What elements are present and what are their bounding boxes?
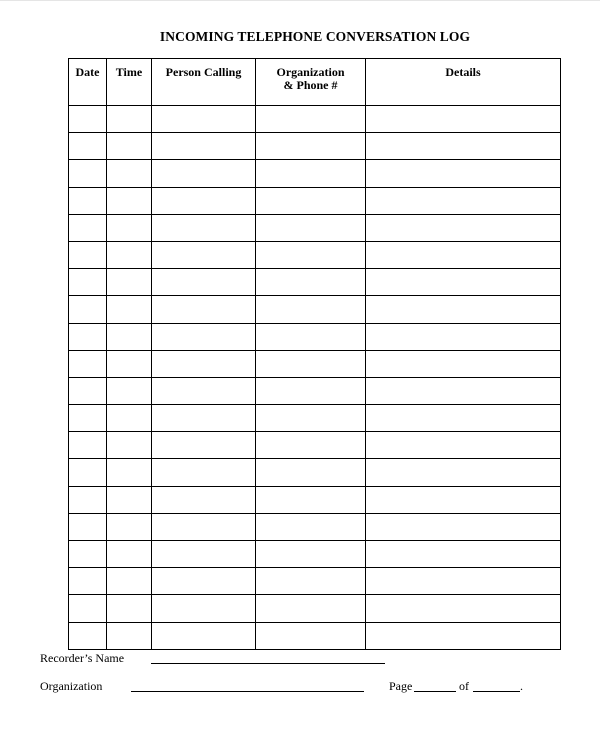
table-cell[interactable]	[366, 296, 561, 323]
table-cell[interactable]	[366, 187, 561, 214]
table-row	[69, 377, 561, 404]
table-cell[interactable]	[152, 106, 256, 133]
table-row	[69, 296, 561, 323]
table-cell[interactable]	[107, 323, 152, 350]
table-cell[interactable]	[366, 133, 561, 160]
table-cell[interactable]	[366, 486, 561, 513]
table-cell[interactable]	[152, 432, 256, 459]
table-row	[69, 269, 561, 296]
table-cell[interactable]	[366, 241, 561, 268]
table-cell[interactable]	[256, 432, 366, 459]
page-label: Page	[389, 679, 413, 693]
table-row	[69, 459, 561, 486]
table-cell[interactable]	[366, 568, 561, 595]
table-cell[interactable]	[107, 269, 152, 296]
table-cell[interactable]	[69, 214, 107, 241]
table-cell[interactable]	[256, 350, 366, 377]
table-cell[interactable]	[107, 133, 152, 160]
table-row	[69, 622, 561, 649]
table-cell[interactable]	[107, 296, 152, 323]
conversation-log-table	[68, 58, 561, 650]
table-cell[interactable]	[366, 160, 561, 187]
table-cell[interactable]	[69, 513, 107, 540]
table-cell[interactable]	[256, 241, 366, 268]
table-row	[69, 541, 561, 568]
column-header-time: Time	[107, 59, 152, 106]
table-cell[interactable]	[256, 269, 366, 296]
table-cell[interactable]	[69, 323, 107, 350]
table-cell[interactable]	[107, 106, 152, 133]
table-cell[interactable]	[256, 160, 366, 187]
table-cell[interactable]	[152, 405, 256, 432]
table-cell[interactable]	[69, 241, 107, 268]
table-cell[interactable]	[107, 214, 152, 241]
table-cell[interactable]	[107, 622, 152, 649]
page-number-line[interactable]	[414, 691, 456, 692]
table-cell[interactable]	[69, 459, 107, 486]
table-cell[interactable]	[69, 541, 107, 568]
header-row	[69, 59, 561, 106]
table-cell[interactable]	[69, 486, 107, 513]
recorder-name-line[interactable]	[151, 663, 385, 664]
table-cell[interactable]	[366, 214, 561, 241]
table-cell[interactable]	[69, 187, 107, 214]
table-cell[interactable]	[256, 377, 366, 404]
table-cell[interactable]	[69, 595, 107, 622]
table-cell[interactable]	[366, 541, 561, 568]
table-cell[interactable]	[366, 595, 561, 622]
table-cell[interactable]	[107, 432, 152, 459]
table-cell[interactable]	[256, 214, 366, 241]
table-row	[69, 214, 561, 241]
table-row	[69, 160, 561, 187]
table-cell[interactable]	[107, 595, 152, 622]
table-cell[interactable]	[69, 568, 107, 595]
table-row	[69, 405, 561, 432]
table-cell[interactable]	[366, 622, 561, 649]
table-cell[interactable]	[256, 459, 366, 486]
table-cell[interactable]	[152, 459, 256, 486]
of-label: of	[459, 679, 469, 693]
table-row	[69, 187, 561, 214]
table-cell[interactable]	[366, 269, 561, 296]
table-cell[interactable]	[69, 296, 107, 323]
table-cell[interactable]	[366, 459, 561, 486]
organization-label: Organization	[40, 679, 103, 693]
organization-line[interactable]	[131, 691, 364, 692]
table-cell[interactable]	[256, 133, 366, 160]
table-cell[interactable]	[152, 214, 256, 241]
table-row	[69, 513, 561, 540]
table-cell[interactable]	[366, 513, 561, 540]
table-cell[interactable]	[256, 513, 366, 540]
table-cell[interactable]	[152, 541, 256, 568]
table-cell[interactable]	[256, 568, 366, 595]
table-cell[interactable]	[69, 133, 107, 160]
column-header-organization-phone: Organization & Phone #	[256, 59, 366, 106]
table-row	[69, 106, 561, 133]
table-cell[interactable]	[107, 405, 152, 432]
table-cell[interactable]	[152, 377, 256, 404]
table-cell[interactable]	[256, 323, 366, 350]
table-cell[interactable]	[366, 377, 561, 404]
table-row	[69, 486, 561, 513]
table-cell[interactable]	[366, 432, 561, 459]
table-cell[interactable]	[152, 568, 256, 595]
table-cell[interactable]	[107, 241, 152, 268]
table-cell[interactable]	[107, 187, 152, 214]
table-cell[interactable]	[152, 595, 256, 622]
table-cell[interactable]	[107, 486, 152, 513]
table-cell[interactable]	[152, 269, 256, 296]
table-row	[69, 350, 561, 377]
table-cell[interactable]	[107, 377, 152, 404]
table-cell[interactable]	[256, 541, 366, 568]
table-cell[interactable]	[256, 187, 366, 214]
table-cell[interactable]	[69, 160, 107, 187]
table-cell[interactable]	[152, 513, 256, 540]
table-cell[interactable]	[366, 106, 561, 133]
table-cell[interactable]	[107, 513, 152, 540]
table-cell[interactable]	[69, 106, 107, 133]
table-cell[interactable]	[152, 241, 256, 268]
table-row	[69, 432, 561, 459]
table-cell[interactable]	[107, 541, 152, 568]
end-period: .	[520, 679, 523, 693]
table-cell[interactable]	[152, 323, 256, 350]
table-cell[interactable]	[107, 160, 152, 187]
table-cell[interactable]	[256, 296, 366, 323]
table-cell[interactable]	[366, 323, 561, 350]
table-cell[interactable]	[152, 133, 256, 160]
page-title: INCOMING TELEPHONE CONVERSATION LOG	[159, 29, 471, 44]
table-cell[interactable]	[69, 377, 107, 404]
table-cell[interactable]	[256, 595, 366, 622]
log-body	[69, 106, 561, 650]
table-cell[interactable]	[152, 486, 256, 513]
table-cell[interactable]	[256, 486, 366, 513]
table-cell[interactable]	[366, 350, 561, 377]
column-header-details: Details	[366, 59, 561, 106]
table-row	[69, 323, 561, 350]
page-total-line[interactable]	[473, 691, 520, 692]
table-cell[interactable]	[152, 350, 256, 377]
table-cell[interactable]	[69, 350, 107, 377]
table-cell[interactable]	[107, 459, 152, 486]
table-row	[69, 595, 561, 622]
table-cell[interactable]	[366, 405, 561, 432]
table-cell[interactable]	[256, 405, 366, 432]
table-row	[69, 568, 561, 595]
table-cell[interactable]	[152, 622, 256, 649]
table-cell[interactable]	[256, 106, 366, 133]
table-cell[interactable]	[69, 622, 107, 649]
table-cell[interactable]	[69, 432, 107, 459]
table-cell[interactable]	[152, 296, 256, 323]
table-cell[interactable]	[107, 350, 152, 377]
table-cell[interactable]	[69, 269, 107, 296]
table-cell[interactable]	[152, 187, 256, 214]
column-header-person-calling: Person Calling	[152, 59, 256, 106]
column-header-date: Date	[69, 59, 107, 106]
table-cell[interactable]	[107, 568, 152, 595]
table-cell[interactable]	[69, 405, 107, 432]
table-row	[69, 133, 561, 160]
recorder-name-label: Recorder’s Name	[40, 651, 125, 665]
table-row	[69, 241, 561, 268]
table-cell[interactable]	[152, 160, 256, 187]
table-cell[interactable]	[256, 622, 366, 649]
page-top-edge	[0, 0, 600, 1]
